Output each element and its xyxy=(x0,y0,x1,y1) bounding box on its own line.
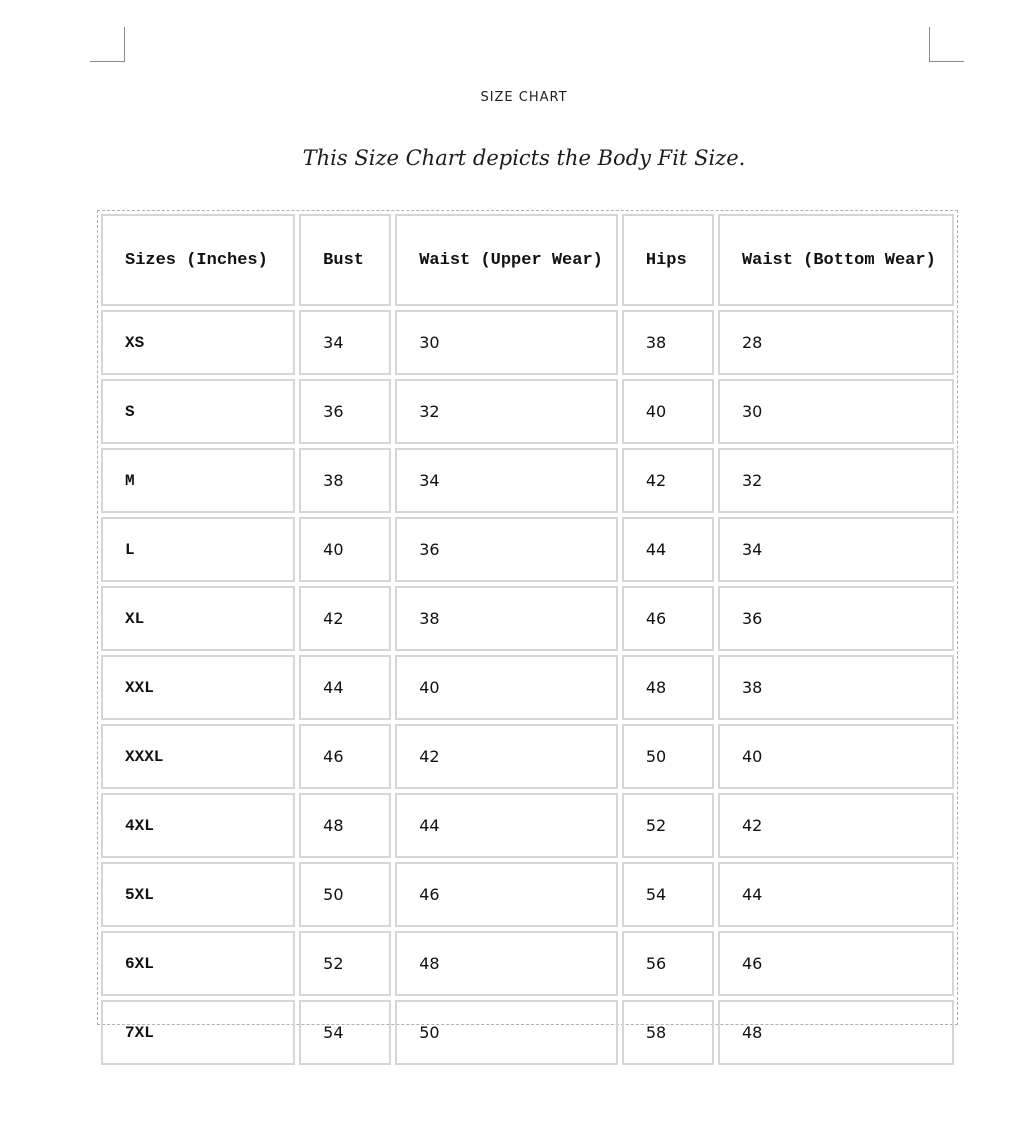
cell-hips: 38 xyxy=(622,310,714,375)
cell-waist-upper: 44 xyxy=(395,793,618,858)
cell-size: XS xyxy=(101,310,295,375)
cell-size: XXXL xyxy=(101,724,295,789)
header-bust: Bust xyxy=(299,214,391,306)
cell-waist-upper: 30 xyxy=(395,310,618,375)
cell-size: XL xyxy=(101,586,295,651)
table-row xyxy=(101,379,954,444)
cell-waist-upper: 36 xyxy=(395,517,618,582)
table-header-row xyxy=(101,214,954,306)
table-row xyxy=(101,862,954,927)
table-row xyxy=(101,517,954,582)
cell-bust: 48 xyxy=(299,793,391,858)
cell-size: 4XL xyxy=(101,793,295,858)
cell-size: M xyxy=(101,448,295,513)
crop-mark-top-left xyxy=(90,27,125,62)
cell-waist-bottom: 36 xyxy=(718,586,954,651)
cell-waist-upper: 34 xyxy=(395,448,618,513)
document-subtitle: This Size Chart depicts the Body Fit Size. xyxy=(302,146,746,170)
cell-bust: 38 xyxy=(299,448,391,513)
table-row xyxy=(101,793,954,858)
cell-size: 6XL xyxy=(101,931,295,996)
cell-bust: 44 xyxy=(299,655,391,720)
size-chart-table xyxy=(97,210,958,1069)
cell-waist-bottom: 44 xyxy=(718,862,954,927)
cell-waist-bottom: 28 xyxy=(718,310,954,375)
cell-bust: 42 xyxy=(299,586,391,651)
size-chart-table-container xyxy=(97,210,958,1042)
cell-waist-bottom: 40 xyxy=(718,724,954,789)
header-waist-upper: Waist (Upper Wear) xyxy=(395,214,618,306)
cell-waist-bottom: 38 xyxy=(718,655,954,720)
cell-waist-bottom: 30 xyxy=(718,379,954,444)
cell-hips: 52 xyxy=(622,793,714,858)
cell-hips: 54 xyxy=(622,862,714,927)
table-row xyxy=(101,586,954,651)
cell-bust: 40 xyxy=(299,517,391,582)
cell-size: S xyxy=(101,379,295,444)
cell-waist-upper: 46 xyxy=(395,862,618,927)
cell-hips: 42 xyxy=(622,448,714,513)
cell-bust: 46 xyxy=(299,724,391,789)
header-hips: Hips xyxy=(622,214,714,306)
cell-waist-upper: 40 xyxy=(395,655,618,720)
cell-waist-bottom: 46 xyxy=(718,931,954,996)
cell-size: 5XL xyxy=(101,862,295,927)
cell-hips: 50 xyxy=(622,724,714,789)
crop-mark-top-right xyxy=(929,27,964,62)
cell-waist-upper: 38 xyxy=(395,586,618,651)
header-waist-bottom: Waist (Bottom Wear) xyxy=(718,214,954,306)
table-row xyxy=(101,931,954,996)
table-row xyxy=(101,310,954,375)
cell-waist-bottom: 48 xyxy=(718,1000,954,1065)
cell-waist-upper: 32 xyxy=(395,379,618,444)
document-title: SIZE CHART xyxy=(480,90,568,105)
cell-hips: 46 xyxy=(622,586,714,651)
cell-waist-upper: 48 xyxy=(395,931,618,996)
cell-size: L xyxy=(101,517,295,582)
cell-bust: 54 xyxy=(299,1000,391,1065)
cell-waist-upper: 50 xyxy=(395,1000,618,1065)
header-sizes: Sizes (Inches) xyxy=(101,214,295,306)
cell-bust: 50 xyxy=(299,862,391,927)
cell-bust: 34 xyxy=(299,310,391,375)
table-row xyxy=(101,448,954,513)
cell-waist-bottom: 32 xyxy=(718,448,954,513)
table-row xyxy=(101,724,954,789)
cell-waist-upper: 42 xyxy=(395,724,618,789)
cell-size: XXL xyxy=(101,655,295,720)
cell-bust: 36 xyxy=(299,379,391,444)
table-row xyxy=(101,1000,954,1065)
cell-bust: 52 xyxy=(299,931,391,996)
cell-hips: 44 xyxy=(622,517,714,582)
cell-hips: 56 xyxy=(622,931,714,996)
cell-hips: 40 xyxy=(622,379,714,444)
cell-waist-bottom: 34 xyxy=(718,517,954,582)
cell-hips: 58 xyxy=(622,1000,714,1065)
cell-size: 7XL xyxy=(101,1000,295,1065)
cell-hips: 48 xyxy=(622,655,714,720)
table-row xyxy=(101,655,954,720)
cell-waist-bottom: 42 xyxy=(718,793,954,858)
